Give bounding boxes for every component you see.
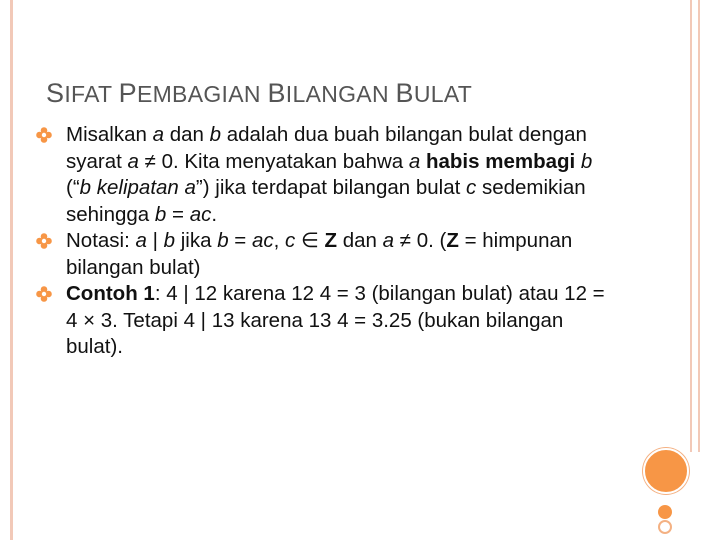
bullet-text-run: jika bbox=[175, 229, 218, 252]
bullet-text-run: = himpunan bilangan bulat) bbox=[66, 229, 573, 279]
bullet-text-run: b bbox=[209, 123, 222, 146]
frame-line-right-2 bbox=[698, 0, 700, 452]
bullet-text-run: ≠ 0. Kita menyatakan bahwa bbox=[138, 149, 409, 173]
bullet-text-run: : 4 | 12 karena 12 4 = 3 (bilangan bulat) atau 12 = 4 × 3. Tetapi 4 | 13 karena 13 4 = 3.25 (bukan bilangan bulat). bbox=[66, 282, 605, 358]
bullet-text-run: c bbox=[466, 176, 477, 199]
bullet-text-run: habis membagi bbox=[420, 149, 576, 173]
bullet-text-run: sedemikian sehingga bbox=[66, 176, 586, 226]
bullet-text-run: a bbox=[127, 149, 139, 173]
bullet-item bbox=[36, 281, 616, 361]
title-initial: P bbox=[118, 78, 137, 108]
bullet-text-run: , bbox=[273, 229, 286, 252]
slide-content bbox=[36, 122, 616, 361]
bullet-item bbox=[36, 122, 616, 228]
bullet-text-run: a bbox=[382, 229, 395, 252]
slide-title bbox=[46, 78, 472, 109]
decorative-circle-ring bbox=[658, 520, 672, 534]
flower-bullet-icon bbox=[36, 233, 52, 249]
frame-line-right bbox=[690, 0, 692, 452]
bullet-text-run: dan bbox=[337, 229, 383, 252]
bullet-text-run: dan bbox=[164, 123, 210, 146]
title-rest: ULAT bbox=[413, 81, 473, 107]
bullet-text-run: b bbox=[217, 229, 229, 252]
bullet-text-run: b kelipatan a bbox=[79, 176, 196, 199]
bullet-item bbox=[36, 228, 616, 281]
title-rest: ILANGAN bbox=[285, 81, 396, 107]
bullet-text-run: b bbox=[154, 202, 167, 226]
bullet-text-run: Z bbox=[324, 229, 338, 252]
decorative-circle-large bbox=[643, 448, 689, 494]
bullet-text-run: b bbox=[163, 229, 176, 252]
title-initial: S bbox=[46, 78, 65, 108]
bullet-text-run: = bbox=[166, 202, 190, 226]
bullet-text-run: . bbox=[211, 202, 218, 226]
bullet-text-run: ∈ bbox=[295, 229, 325, 252]
title-initial: B bbox=[395, 78, 414, 108]
bullet-text-run: (“ bbox=[66, 176, 80, 199]
frame-line-left bbox=[10, 0, 13, 540]
bullet-text-run: ”) jika terdapat bilangan bulat bbox=[195, 176, 467, 199]
flower-bullet-icon bbox=[36, 127, 52, 143]
bullet-text-run: Notasi: bbox=[66, 229, 136, 252]
bullet-text-run: a bbox=[408, 149, 421, 173]
bullet-text-run: b bbox=[580, 149, 593, 173]
bullet-text-run: Z bbox=[446, 229, 459, 252]
bullet-text-run: a bbox=[135, 229, 147, 252]
bullet-text-run: Misalkan bbox=[66, 123, 153, 146]
bullet-text-run: Contoh 1 bbox=[66, 282, 155, 305]
title-rest: IFAT bbox=[64, 81, 119, 107]
decorative-circle-small bbox=[656, 503, 674, 521]
title-rest: EMBAGIAN bbox=[136, 81, 268, 107]
flower-bullet-icon bbox=[36, 286, 52, 302]
bullet-text-run: a bbox=[152, 123, 164, 146]
bullet-text-run: | bbox=[146, 229, 164, 252]
title-initial: B bbox=[267, 78, 286, 108]
bullet-text-run: adalah dua buah bilangan bulat dengan syarat bbox=[66, 123, 587, 173]
bullet-text-run: = bbox=[228, 229, 252, 252]
bullet-text-run: ac bbox=[251, 229, 274, 252]
bullet-text-run: c bbox=[285, 229, 296, 252]
bullet-text-run: ≠ 0. ( bbox=[394, 229, 447, 252]
bullet-text-run: ac bbox=[189, 202, 212, 226]
